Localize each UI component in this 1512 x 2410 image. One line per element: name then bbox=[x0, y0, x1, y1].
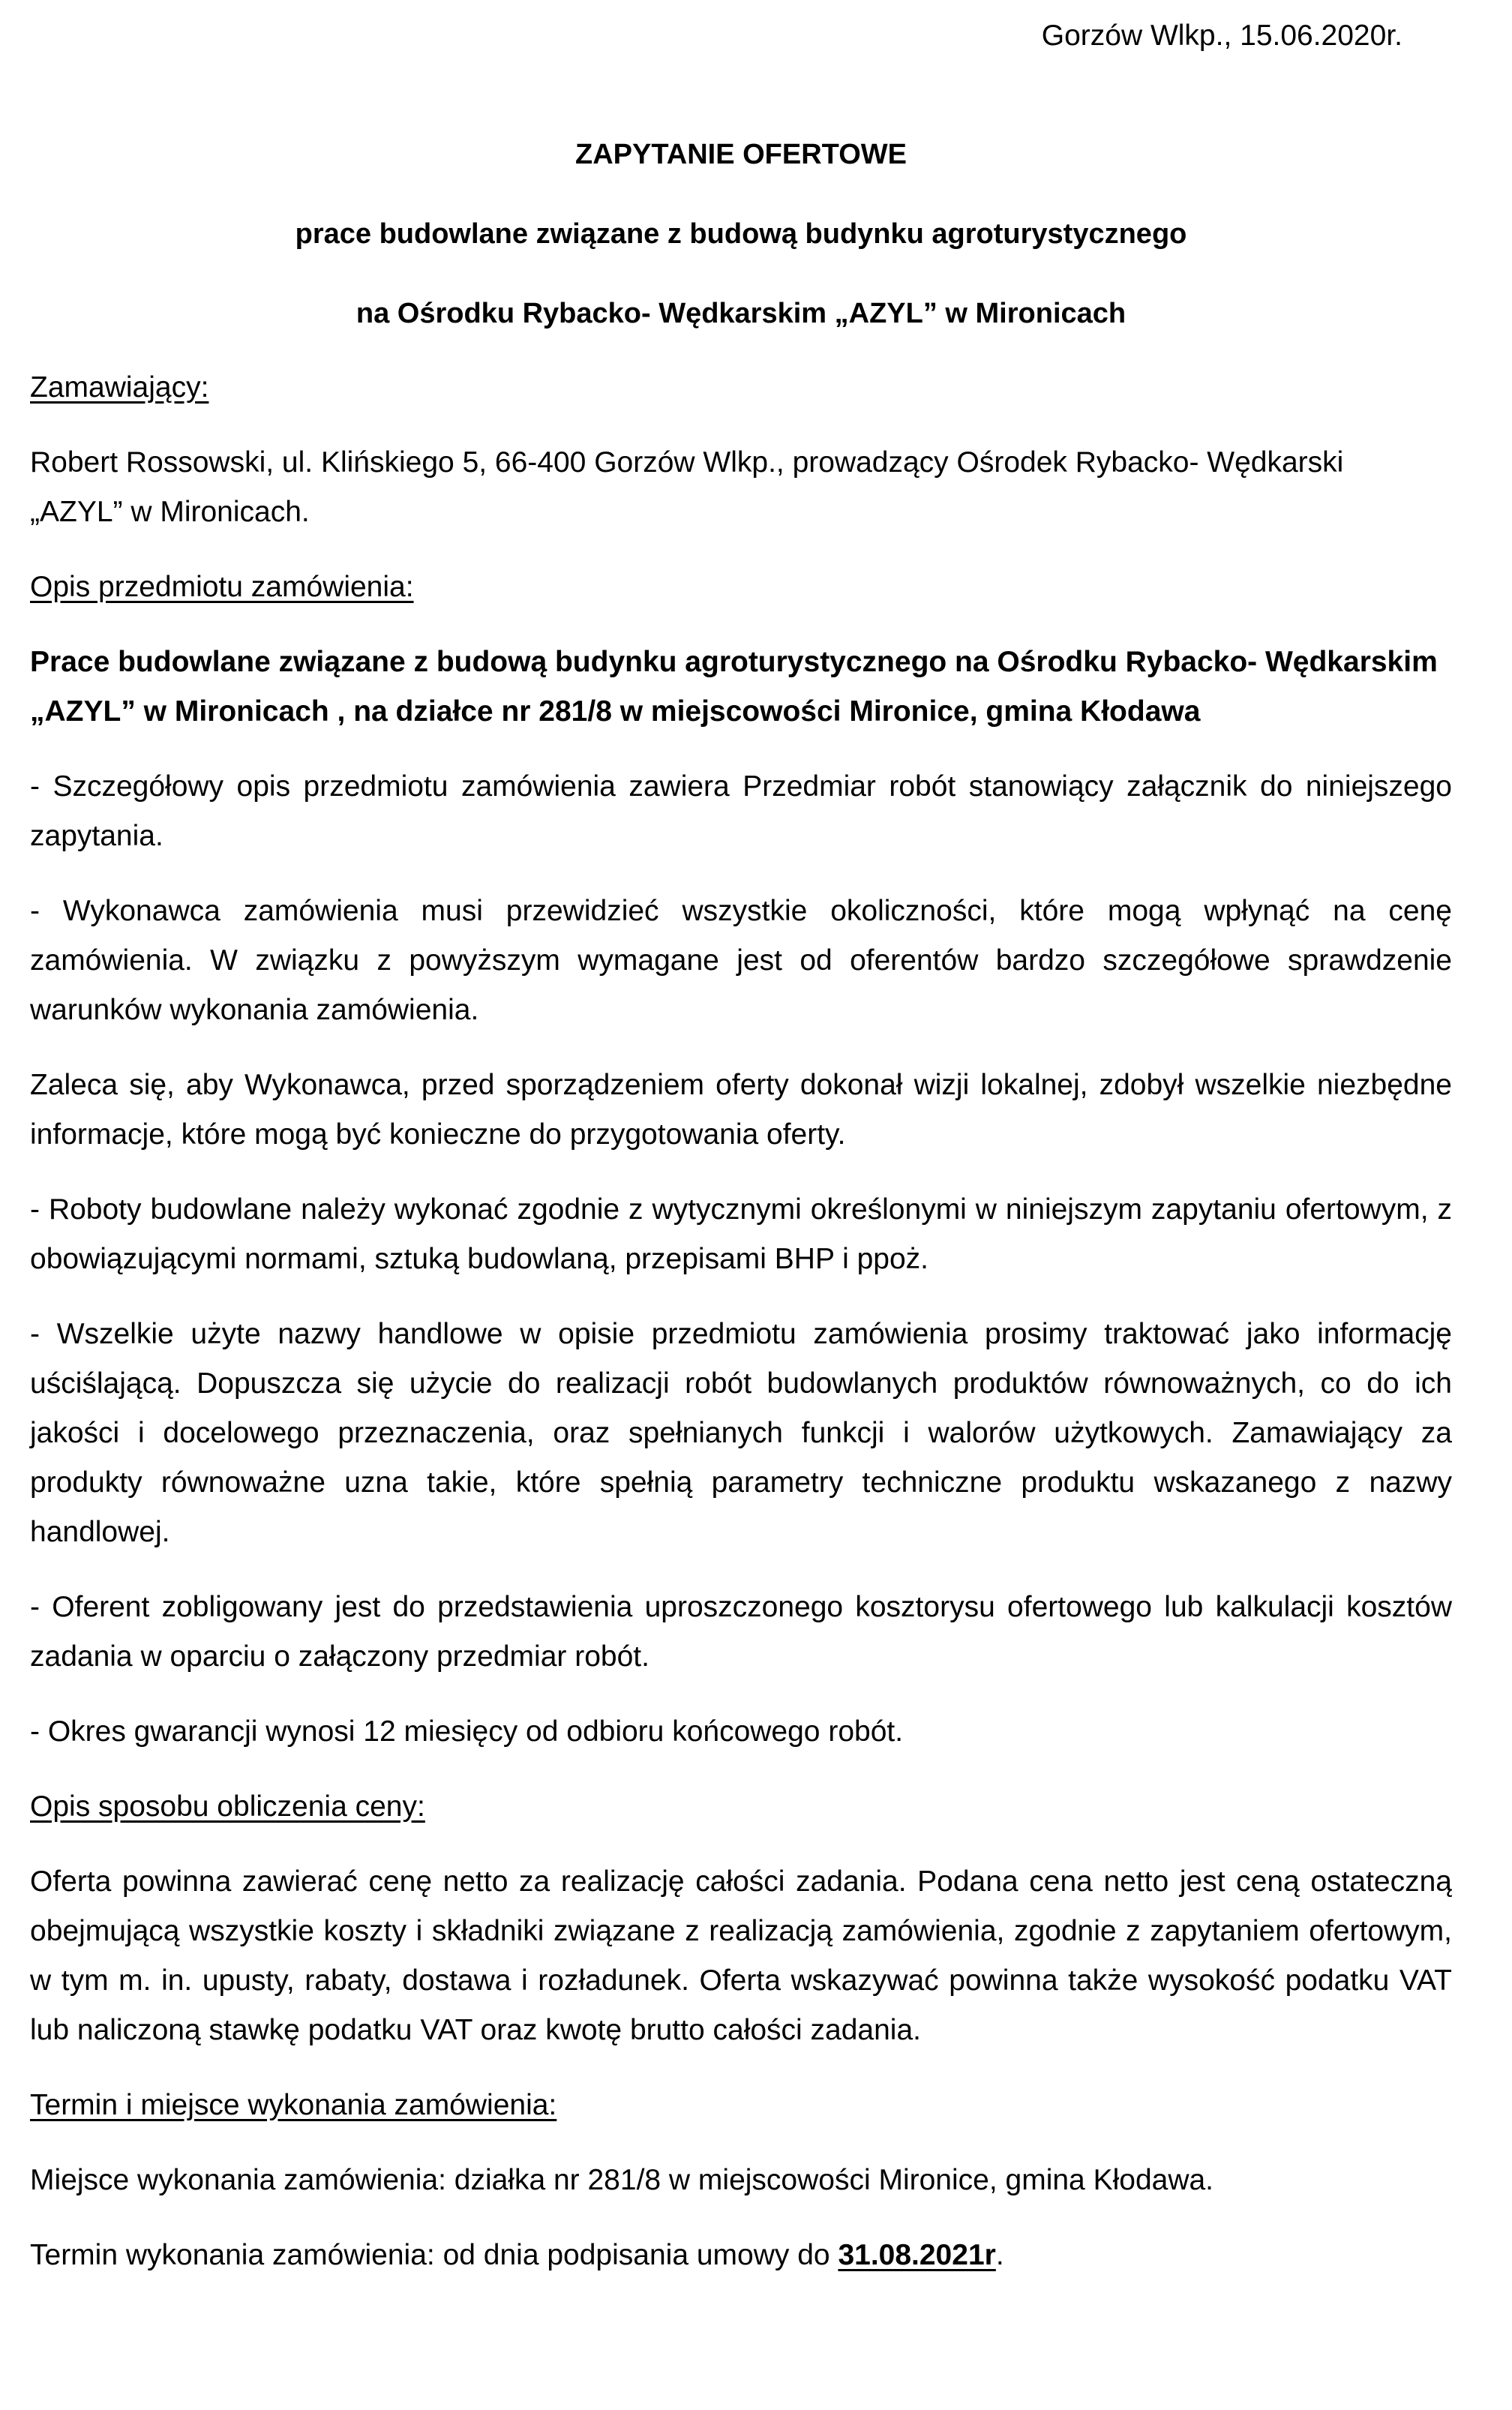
document-subtitle: prace budowlane związane z budową budynku agroturystycznego bbox=[295, 218, 1187, 250]
document-title-block bbox=[30, 135, 1452, 333]
opis-paragraph-5: - Wszelkie użyte nazwy handlowe w opisie przedmiotu zamówienia prosimy traktować jako informację uściślającą. Dopuszcza się użycie do realizacji robót budowlanych produktów równoważnych, co do ich jakości i docelowego przeznaczenia, oraz spełnianych funkcji i walorów użytkowych. Zamawiający za produkty równoważne uzna takie, które spełnią parametry techniczne produktu wskazanego z nazwy handlowej. bbox=[30, 1318, 1452, 1548]
document-date: Gorzów Wlkp., 15.06.2020r. bbox=[1041, 20, 1402, 52]
section-heading-zamawiajacy: Zamawiający: bbox=[30, 371, 209, 404]
opis-paragraph-1: - Szczegółowy opis przedmiotu zamówienia zawiera Przedmiar robót stanowiący załącznik do niniejszego zapytania. bbox=[30, 770, 1452, 852]
termin-suffix: . bbox=[995, 2239, 1004, 2271]
document-title: ZAPYTANIE OFERTOWE bbox=[575, 139, 907, 170]
document-subtitle-location: na Ośrodku Rybacko- Wędkarskim „AZYL” w Mironicach bbox=[356, 298, 1126, 329]
opis-paragraph-4: - Roboty budowlane należy wykonać zgodnie z wytycznymi określonymi w niniejszym zapytaniu ofertowym, z obowiązującymi normami, sztuką budowlaną, przepisami BHP i ppoż. bbox=[30, 1193, 1452, 1275]
section-heading-termin-miejsce: Termin i miejsce wykonania zamówienia: bbox=[30, 2089, 557, 2121]
termin-wykonania-text bbox=[30, 2231, 1452, 2280]
section-heading-obliczenie-ceny: Opis sposobu obliczenia ceny: bbox=[30, 1790, 425, 1823]
opis-przedmiotu-bold: Prace budowlane związane z budową budynku agroturystycznego na Ośrodku Rybacko- Wędkarskim „AZYL” w Mironicach , na działce nr 281/8 w miejscowości Mironice, gmina Kłodawa bbox=[30, 646, 1438, 728]
obliczenie-ceny-text: Oferta powinna zawierać cenę netto za realizację całości zadania. Podana cena netto jest ceną ostateczną obejmującą wszystkie koszty i składniki związane z realizacją zamówienia, zgodnie z zapytaniem ofertowym, w tym m. in. upusty, rabaty, dostawa i rozładunek. Oferta wskazywać powinna także wysokość podatku VAT lub naliczoną stawkę podatku VAT oraz kwotę brutto całości zadania. bbox=[30, 1865, 1452, 2046]
miejsce-wykonania-text: Miejsce wykonania zamówienia: działka nr 281/8 w miejscowości Mironice, gmina Kłodawa. bbox=[30, 2164, 1214, 2196]
termin-date: 31.08.2021r bbox=[838, 2239, 996, 2271]
opis-paragraph-3: Zaleca się, aby Wykonawca, przed sporządzeniem oferty dokonał wizji lokalnej, zdobył wszelkie niezbędne informacje, które mogą być konieczne do przygotowania oferty. bbox=[30, 1069, 1452, 1151]
opis-paragraph-7: - Okres gwarancji wynosi 12 miesięcy od odbioru końcowego robót. bbox=[30, 1715, 904, 1748]
zamawiajacy-text: Robert Rossowski, ul. Klińskiego 5, 66-400 Gorzów Wlkp., prowadzący Ośrodek Rybacko- Wędkarski „AZYL” w Mironicach. bbox=[30, 446, 1344, 528]
document-body bbox=[30, 363, 1452, 2306]
termin-prefix: Termin wykonania zamówienia: od dnia podpisania umowy do bbox=[30, 2239, 838, 2271]
opis-paragraph-2: - Wykonawca zamówienia musi przewidzieć wszystkie okoliczności, które mogą wpłynąć na cenę zamówienia. W związku z powyższym wymagane jest od oferentów bardzo szczegółowe sprawdzenie warunków wykonania zamówienia. bbox=[30, 895, 1452, 1026]
opis-paragraph-6: - Oferent zobligowany jest do przedstawienia uproszczonego kosztorysu ofertowego lub kalkulacji kosztów zadania w oparciu o załączony przedmiar robót. bbox=[30, 1591, 1452, 1673]
section-heading-opis-przedmiotu: Opis przedmiotu zamówienia: bbox=[30, 571, 414, 603]
